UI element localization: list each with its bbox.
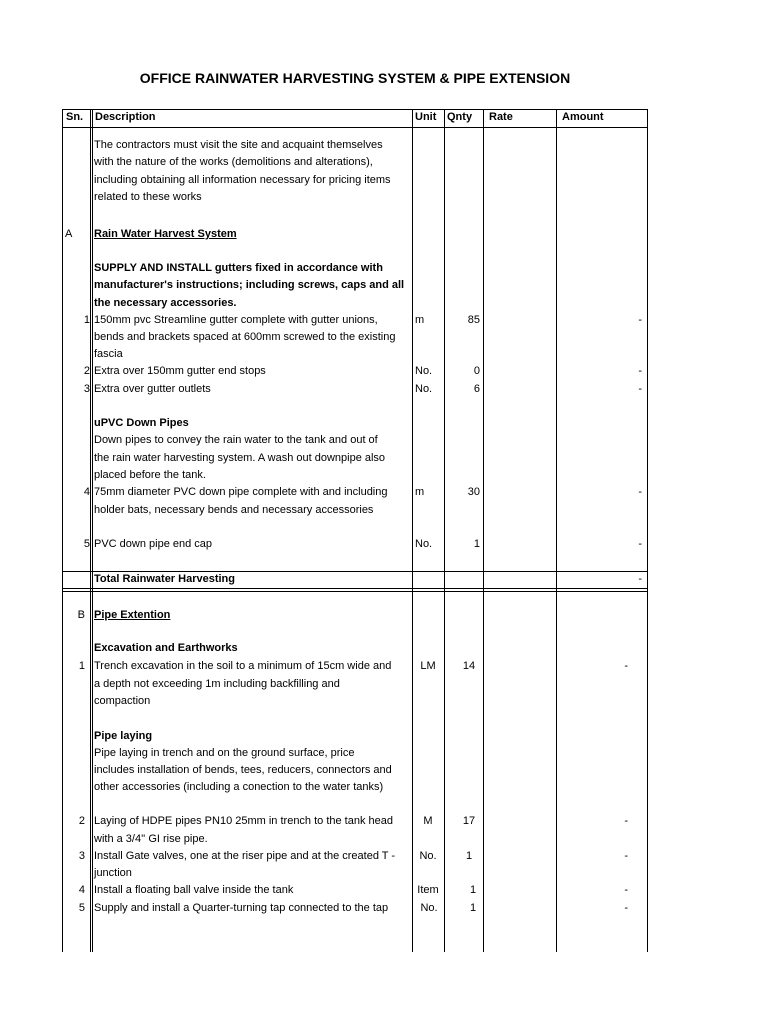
a-item1-qnty: 85 bbox=[467, 314, 480, 326]
a-item2-sn: 2 bbox=[83, 365, 90, 377]
a-item1-desc: 150mm pvc Streamline gutter complete with gutter unions, bbox=[94, 314, 378, 326]
b-item2-sn: 2 bbox=[78, 815, 85, 827]
b-item5-sn: 5 bbox=[78, 902, 85, 914]
a-item3-amount: - bbox=[638, 383, 642, 395]
intro-line: The contractors must visit the site and acquaint themselves bbox=[94, 139, 383, 151]
total-label: Total Rainwater Harvesting bbox=[94, 573, 235, 585]
b-item1-amount: - bbox=[624, 660, 628, 672]
downpipes-note: placed before the tank. bbox=[94, 469, 206, 481]
header-sn: Sn. bbox=[66, 111, 84, 123]
a-item1-desc: bends and brackets spaced at 600mm screwed to the existing bbox=[94, 331, 396, 343]
a-item5-unit: No. bbox=[415, 538, 433, 550]
b-item3-unit: No. bbox=[419, 850, 437, 862]
a-item5-sn: 5 bbox=[83, 538, 90, 550]
b-item4-desc: Install a floating ball valve inside the tank bbox=[94, 884, 294, 896]
b-item2-desc: Laying of HDPE pipes PN10 25mm in trench to the tank head bbox=[94, 815, 394, 827]
a-item2-qnty: 0 bbox=[473, 365, 480, 377]
b-item3-desc: junction bbox=[94, 867, 132, 879]
downpipes-note: the rain water harvesting system. A wash out downpipe also bbox=[94, 452, 386, 464]
b-item5-desc: Supply and install a Quarter-turning tap connected to the tap bbox=[94, 902, 389, 914]
b-item5-unit: No. bbox=[420, 902, 438, 914]
downpipes-note: Down pipes to convey the rain water to the tank and out of bbox=[94, 434, 378, 446]
b-item3-sn: 3 bbox=[78, 850, 85, 862]
header-qnty: Qnty bbox=[447, 111, 473, 123]
header-unit: Unit bbox=[415, 111, 437, 123]
pipelaying-note: Pipe laying in trench and on the ground surface, price bbox=[94, 747, 355, 759]
header-amount: Amount bbox=[562, 111, 604, 123]
pipelaying-note: includes installation of bends, tees, reducers, connectors and bbox=[94, 764, 392, 776]
b-item3-amount: - bbox=[624, 850, 628, 862]
b-item3-qnty: 1 bbox=[465, 850, 473, 862]
intro-line: with the nature of the works (demolitions and alterations), bbox=[94, 156, 373, 168]
b-item5-qnty: 1 bbox=[469, 902, 477, 914]
b-item4-unit: Item bbox=[417, 884, 439, 896]
header-description: Description bbox=[95, 111, 156, 123]
gutters-note: manufacturer's instructions; including screws, caps and all bbox=[94, 279, 405, 291]
a-item4-amount: - bbox=[638, 486, 642, 498]
grid-line bbox=[90, 109, 91, 952]
a-item1-sn: 1 bbox=[83, 314, 90, 326]
a-item5-amount: - bbox=[638, 538, 642, 550]
section-b-heading: Pipe Extention bbox=[94, 609, 171, 621]
b-item1-desc: a depth not exceeding 1m including backfilling and bbox=[94, 678, 340, 690]
a-item4-qnty: 30 bbox=[467, 486, 480, 498]
grid-line bbox=[62, 127, 648, 128]
b-item1-unit: LM bbox=[420, 660, 436, 672]
a-item4-desc: 75mm diameter PVC down pipe complete with and including bbox=[94, 486, 388, 498]
a-item3-unit: No. bbox=[415, 383, 433, 395]
intro-line: related to these works bbox=[94, 191, 202, 203]
b-item1-desc: compaction bbox=[94, 695, 151, 707]
b-item2-unit: M bbox=[423, 815, 433, 827]
section-b-sn: B bbox=[77, 609, 85, 621]
b-item2-amount: - bbox=[624, 815, 628, 827]
a-item3-sn: 3 bbox=[83, 383, 90, 395]
a-item2-amount: - bbox=[638, 365, 642, 377]
b-item5-amount: - bbox=[624, 902, 628, 914]
a-item2-unit: No. bbox=[415, 365, 433, 377]
intro-line: including obtaining all information necessary for pricing items bbox=[94, 174, 391, 186]
a-item4-desc: holder bats, necessary bends and necessary accessories bbox=[94, 504, 374, 516]
b-item1-qnty: 14 bbox=[462, 660, 476, 672]
b-item2-qnty: 17 bbox=[462, 815, 476, 827]
total-amount: - bbox=[638, 573, 642, 585]
pipelaying-heading: Pipe laying bbox=[94, 730, 153, 742]
gutters-note: SUPPLY AND INSTALL gutters fixed in accordance with bbox=[94, 262, 383, 274]
a-item1-desc: fascia bbox=[94, 348, 123, 360]
section-a-sn: A bbox=[65, 228, 73, 240]
pipelaying-note: other accessories (including a conection to the water tanks) bbox=[94, 781, 384, 793]
a-item4-sn: 4 bbox=[83, 486, 90, 498]
b-item3-desc: Install Gate valves, one at the riser pipe and at the created T - bbox=[94, 850, 396, 862]
a-item3-qnty: 6 bbox=[473, 383, 480, 395]
gutters-note: the necessary accessories. bbox=[94, 297, 237, 309]
b-item2-desc: with a 3/4'' GI rise pipe. bbox=[94, 833, 208, 845]
grid-line bbox=[647, 109, 648, 952]
a-item3-desc: Extra over gutter outlets bbox=[94, 383, 211, 395]
a-item1-unit: m bbox=[415, 314, 425, 326]
a-item5-desc: PVC down pipe end cap bbox=[94, 538, 213, 550]
grid-line bbox=[62, 591, 648, 592]
downpipes-heading: uPVC Down Pipes bbox=[94, 417, 189, 429]
b-item4-sn: 4 bbox=[78, 884, 85, 896]
b-item1-desc: Trench excavation in the soil to a minimum of 15cm wide and bbox=[94, 660, 392, 672]
grid-line bbox=[92, 109, 93, 952]
a-item5-qnty: 1 bbox=[473, 538, 480, 550]
b-item1-sn: 1 bbox=[78, 660, 85, 672]
a-item2-desc: Extra over 150mm gutter end stops bbox=[94, 365, 266, 377]
document-title: OFFICE RAINWATER HARVESTING SYSTEM & PIPE EXTENSION bbox=[139, 70, 571, 86]
header-rate: Rate bbox=[489, 111, 513, 123]
excavation-heading: Excavation and Earthworks bbox=[94, 642, 238, 654]
a-item4-unit: m bbox=[415, 486, 425, 498]
section-a-heading: Rain Water Harvest System bbox=[94, 228, 237, 240]
b-item4-amount: - bbox=[624, 884, 628, 896]
b-item4-qnty: 1 bbox=[469, 884, 477, 896]
a-item1-amount: - bbox=[638, 314, 642, 326]
